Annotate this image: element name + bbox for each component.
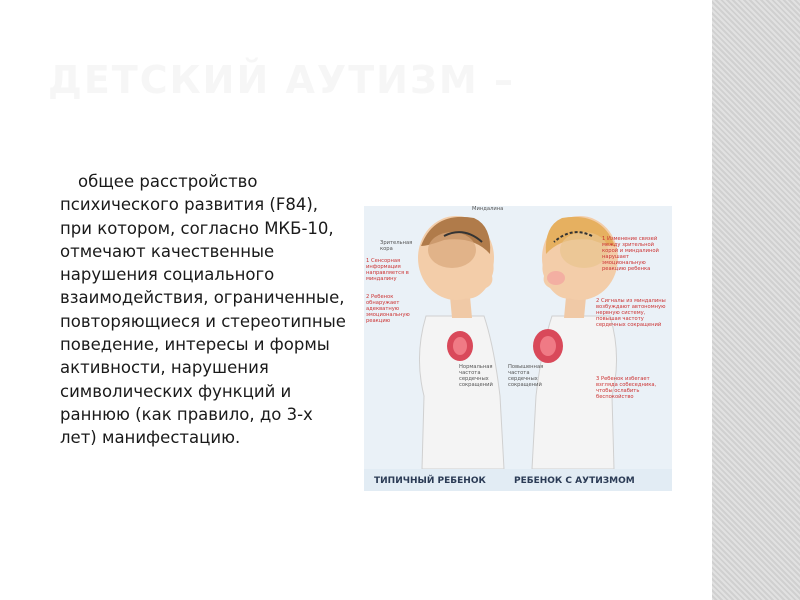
label-right-1: 1 Изменение связей между зрительной корой и миндалиной нарушает эмоциональную реакцию ребенка xyxy=(602,236,659,272)
caption-autistic-child: РЕБЕНОК С АУТИЗМОМ xyxy=(514,476,635,486)
decorative-side-bar xyxy=(712,0,800,600)
slide-title: ДЕТСКИЙ АУТИЗМ – xyxy=(48,58,515,102)
autism-illustration xyxy=(364,206,672,491)
body-text: общее расстройство психического развития (F84), при котором, согласно МКБ-10, отмечают качественные нарушения социального взаимодействия, ограниченные, повторяющиеся и стереотипные поведение, интересы и формы активности, нарушения символических функций и раннюю (как правило, до 3-х лет) манифестацию. xyxy=(60,172,346,448)
typical-child-figure xyxy=(418,216,504,469)
label-normal-heart-rate: Нормальная частота сердечных сокращений xyxy=(459,364,493,388)
caption-bar xyxy=(364,469,672,491)
caption-typical-child: ТИПИЧНЫЙ РЕБЕНОК xyxy=(374,476,486,486)
slide-body xyxy=(60,170,350,450)
label-left-2: 2 Ребенок обнаружает адекватную эмоциональную реакцию xyxy=(366,294,410,324)
label-visual-cortex: Зрительная кора xyxy=(380,240,413,252)
label-high-heart-rate: Повышенная частота сердечных сокращений xyxy=(508,364,544,388)
label-right-3: 3 Ребенок избегает взгляда собеседника, чтобы ослабить беспокойство xyxy=(596,376,657,400)
label-amygdala: Миндалина xyxy=(472,206,504,212)
label-right-2: 2 Сигналы из миндалины возбуждают автономную нервную систему, повышая частоту сердечных сокращений xyxy=(596,298,666,328)
label-left-1: 1 Сенсорная информация направляется в миндалину xyxy=(366,258,409,282)
